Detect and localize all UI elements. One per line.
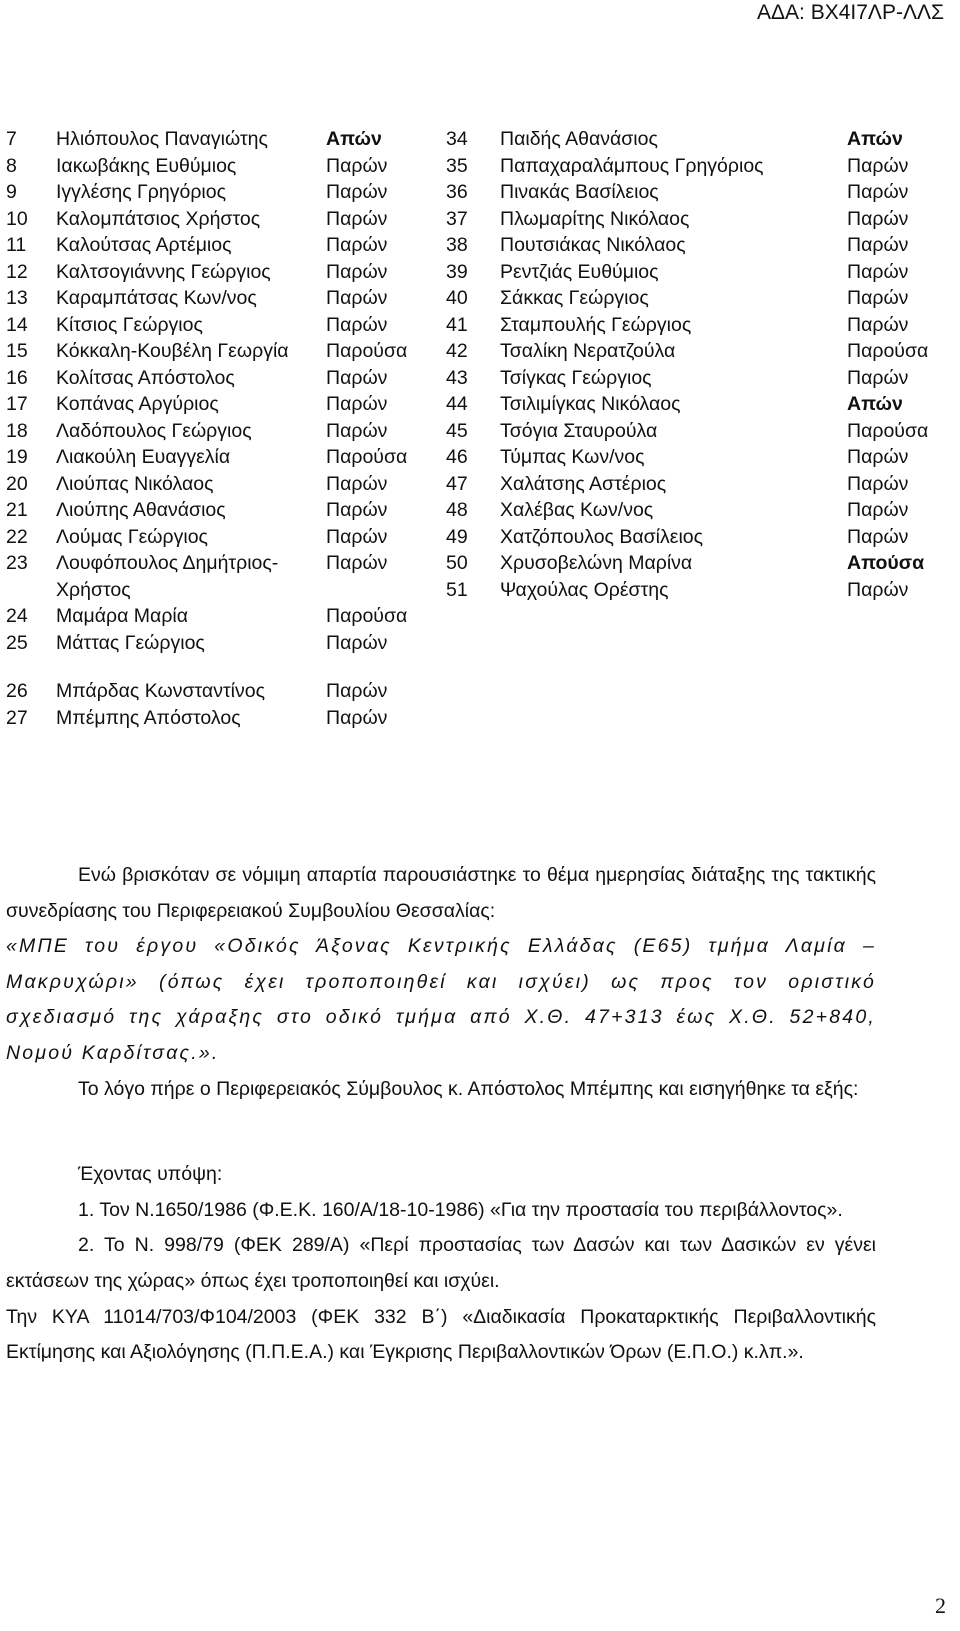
member-status: Παρών: [847, 287, 909, 309]
member-number: 51: [446, 578, 468, 601]
member-name: Λούμας Γεώργιος: [56, 525, 208, 548]
member-number: 14: [6, 313, 28, 336]
attendance-row: [0, 471, 446, 498]
speaker-paragraph: Το λόγο πήρε ο Περιφερειακός Σύμβουλος κ. Απόστολος Μπέμπης και εισηγήθηκε τα εξής:: [78, 1077, 859, 1100]
agenda-item-quote: «ΜΠΕ του έργου «Οδικός Άξονας Κεντρικής Ελλάδας (Ε65) τμήμα Λαμία – Μακρυχώρι» (όπως έχει τροποποιηθεί και ισχύει) ως προς τον οριστικό σχεδιασμό της χάραξης στο οδικό τμήμα από Χ.Θ. 47+313 έως Χ.Θ. 52+840, Νομού Καρδίτσας.».: [6, 935, 876, 1064]
member-status: Παρούσα: [326, 340, 408, 362]
member-number: 47: [446, 472, 468, 495]
member-status: Παρών: [847, 207, 909, 230]
attendance-row: [0, 524, 446, 551]
attendance-list: [0, 126, 960, 731]
attendance-row: [446, 524, 960, 551]
member-status: Παρών: [326, 419, 388, 442]
member-status: Παρών: [847, 499, 909, 521]
member-number: 22: [6, 525, 28, 548]
member-status: Παρών: [326, 207, 388, 230]
member-status: Παρών: [326, 287, 388, 309]
member-number: 18: [6, 419, 28, 442]
member-name: Μπέμπης Απόστολος: [56, 706, 241, 729]
member-number: 48: [446, 499, 468, 521]
member-number: 27: [6, 706, 28, 729]
legal-item-3: Την ΚΥΑ 11014/703/Φ104/2003 (ΦΕΚ 332 Β΄) «Διαδικασία Προκαταρκτικής Περιβαλλοντικής Εκτίμησης και Αξιολόγησης (Π.Π.Ε.Α.) και Έγκρισης Περιβαλλοντικών Όρων (Ε.Π.Ο.) κ.λπ.».: [6, 1305, 876, 1364]
member-number: 40: [446, 287, 468, 309]
attendance-column-left: [0, 126, 446, 731]
attendance-row: [446, 471, 960, 498]
member-number: 42: [446, 340, 468, 362]
member-status: Παρών: [326, 313, 388, 336]
member-name: Παπαχαραλάμπους Γρηγόριος: [500, 154, 764, 177]
member-status: Παρών: [847, 366, 909, 389]
member-name: Σάκκας Γεώργιος: [500, 287, 649, 309]
member-status: Παρών: [326, 552, 388, 574]
member-status: Παρών: [326, 154, 388, 177]
member-status: Παρούσα: [326, 446, 408, 468]
attendance-row: [446, 312, 960, 339]
member-number: 44: [446, 393, 468, 415]
member-number: 15: [6, 340, 28, 362]
member-name: Ψαχούλας Ορέστης: [500, 578, 669, 601]
member-number: 26: [6, 680, 28, 702]
member-name: Λαδόπουλος Γεώργιος: [56, 419, 252, 442]
member-number: 34: [446, 128, 468, 150]
member-status: Παρών: [326, 525, 388, 548]
member-number: 24: [6, 605, 28, 627]
attendance-row: [0, 444, 446, 471]
attendance-row: [446, 365, 960, 392]
attendance-row: [0, 630, 446, 657]
member-number: 39: [446, 260, 468, 283]
member-number: 10: [6, 207, 28, 230]
attendance-row: [0, 391, 446, 418]
attendance-row: [446, 497, 960, 524]
member-name: Χρυσοβελώνη Μαρίνα: [500, 552, 693, 574]
attendance-row: [446, 126, 960, 153]
member-name: Μαμάρα Μαρία: [56, 605, 189, 627]
member-status: Παρών: [326, 499, 388, 521]
member-name: Λιακούλη Ευαγγελία: [56, 446, 231, 468]
member-name: Ιγγλέσης Γρηγόριος: [56, 181, 226, 203]
document-protocol-number: ΑΔΑ: ΒΧ4Ι7ΛΡ-ΛΛΣ: [757, 1, 944, 24]
member-name: Κίτσιος Γεώργιος: [56, 313, 203, 336]
attendance-row: [446, 444, 960, 471]
member-name: Τσόγια Σταυρούλα: [500, 419, 658, 442]
member-name: Καλομπάτσιος Χρήστος: [56, 207, 261, 230]
member-number: 9: [6, 181, 17, 203]
member-name: Μάττας Γεώργιος: [56, 631, 205, 654]
member-status: Παρών: [326, 706, 388, 729]
member-name: Χαλέβας Κων/νος: [500, 499, 654, 521]
member-status: Παρούσα: [847, 419, 929, 442]
member-name: Παιδής Αθανάσιος: [500, 128, 658, 150]
member-name: Λουφόπουλος Δημήτριος-Χρήστος: [56, 552, 279, 601]
member-name: Σταμπουλής Γεώργιος: [500, 313, 692, 336]
member-status: Παρών: [326, 393, 388, 415]
attendance-row: [446, 259, 960, 286]
page-number: 2: [935, 1593, 946, 1618]
legal-item-2: 2. Το Ν. 998/79 (ΦΕΚ 289/Α) «Περί προστασίας των Δασών και των Δασικών εν γένει εκτάσεων της χώρας» όπως έχει τροποποιηθεί και ισχύει.: [6, 1234, 876, 1292]
attendance-row: [446, 232, 960, 259]
attendance-row: [0, 126, 446, 153]
member-number: 46: [446, 446, 468, 468]
member-number: 21: [6, 499, 28, 521]
attendance-row: [446, 179, 960, 206]
member-name: Πουτσιάκας Νικόλαος: [500, 234, 686, 256]
attendance-row: [0, 206, 446, 233]
member-status: Παρών: [847, 578, 909, 601]
attendance-row: [446, 206, 960, 233]
intro-paragraph: Ενώ βρισκόταν σε νόμιμη απαρτία παρουσιάστηκε το θέμα ημερησίας διάταξης της τακτικής συνεδρίασης του Περιφερειακού Συμβουλίου Θεσσαλίας:: [6, 864, 876, 922]
member-status: Παρών: [326, 181, 388, 203]
member-name: Κόκκαλη-Κουβέλη Γεωργία: [56, 340, 289, 362]
member-status: Παρών: [326, 260, 388, 283]
attendance-row: [446, 285, 960, 312]
member-number: 38: [446, 234, 468, 256]
member-status: Απών: [847, 393, 903, 415]
attendance-row: [0, 705, 446, 732]
member-status: Απών: [326, 128, 382, 150]
member-name: Ιακωβάκης Ευθύμιος: [56, 154, 237, 177]
member-number: 35: [446, 154, 468, 177]
attendance-row: [0, 678, 446, 705]
attendance-row: [0, 550, 446, 603]
attendance-row: [446, 577, 960, 604]
member-name: Τύμπας Κων/νος: [500, 446, 645, 468]
considering-heading: Έχοντας υπόψη:: [78, 1163, 223, 1186]
attendance-row: [0, 153, 446, 180]
member-name: Πινακάς Βασίλειος: [500, 181, 659, 203]
member-status: Παρών: [326, 366, 388, 389]
member-number: 12: [6, 260, 28, 283]
attendance-row: [0, 418, 446, 445]
attendance-row: [0, 365, 446, 392]
attendance-column-right: [446, 126, 960, 731]
member-name: Πλωμαρίτης Νικόλαος: [500, 207, 690, 230]
member-name: Καλούτσας Αρτέμιος: [56, 234, 232, 256]
attendance-row: [0, 232, 446, 259]
attendance-row: [446, 153, 960, 180]
member-number: 11: [6, 234, 27, 256]
member-name: Ρεντζιάς Ευθύμιος: [500, 260, 659, 283]
member-status: Παρούσα: [326, 605, 408, 627]
member-status: Παρών: [847, 313, 909, 336]
attendance-row: [446, 418, 960, 445]
attendance-row: [0, 179, 446, 206]
member-number: 19: [6, 446, 28, 468]
member-number: 45: [446, 419, 468, 442]
member-name: Κολίτσας Απόστολος: [56, 366, 235, 389]
member-status: Απούσα: [847, 552, 925, 574]
attendance-row: [0, 259, 446, 286]
member-number: 25: [6, 631, 28, 654]
member-status: Παρών: [847, 154, 909, 177]
member-name: Χαλάτσης Αστέριος: [500, 472, 667, 495]
member-name: Τσαλίκη Νερατζούλα: [500, 340, 676, 362]
attendance-row: [0, 603, 446, 630]
member-status: Παρών: [326, 472, 388, 495]
attendance-row: [446, 338, 960, 365]
member-name: Λιούπης Αθανάσιος: [56, 499, 226, 521]
legal-item-1: 1. Τον Ν.1650/1986 (Φ.Ε.Κ. 160/Α/18-10-1986) «Για την προστασία του περιβάλλοντος».: [78, 1198, 843, 1221]
member-status: Παρών: [847, 472, 909, 495]
member-name: Καλτσογιάννης Γεώργιος: [56, 260, 271, 283]
attendance-row: [0, 312, 446, 339]
attendance-row: [0, 285, 446, 312]
member-number: 7: [6, 128, 17, 150]
member-name: Κοπάνας Αργύριος: [56, 393, 219, 415]
member-number: 41: [446, 313, 468, 336]
member-number: 37: [446, 207, 468, 230]
member-name: Χατζόπουλος Βασίλειος: [500, 525, 704, 548]
attendance-row: [0, 338, 446, 365]
document-body: [6, 858, 876, 1371]
member-status: Παρών: [847, 525, 909, 548]
member-name: Ηλιόπουλος Παναγιώτης: [56, 128, 268, 150]
attendance-row: [446, 550, 960, 577]
member-status: Παρούσα: [847, 340, 929, 362]
member-number: 36: [446, 181, 468, 203]
member-number: 50: [446, 552, 468, 574]
member-number: 13: [6, 287, 28, 309]
member-name: Μπάρδας Κωνσταντίνος: [56, 680, 265, 702]
member-status: Παρών: [326, 680, 388, 702]
member-status: Απών: [847, 128, 903, 150]
member-number: 49: [446, 525, 468, 548]
member-name: Τσιλιμίγκας Νικόλαος: [500, 393, 681, 415]
member-status: Παρών: [847, 446, 909, 468]
attendance-row: [0, 497, 446, 524]
member-number: 43: [446, 366, 468, 389]
member-number: 16: [6, 366, 28, 389]
member-name: Λιούπας Νικόλαος: [56, 472, 214, 495]
member-number: 20: [6, 472, 28, 495]
attendance-row: [446, 391, 960, 418]
member-status: Παρών: [326, 631, 388, 654]
member-number: 17: [6, 393, 28, 415]
member-status: Παρών: [326, 234, 388, 256]
member-number: 23: [6, 552, 28, 574]
member-name: Τσίγκας Γεώργιος: [500, 366, 652, 389]
member-number: 8: [6, 154, 17, 177]
member-name: Καραμπάτσας Κων/νος: [56, 287, 257, 309]
member-status: Παρών: [847, 260, 909, 283]
member-status: Παρών: [847, 181, 909, 203]
member-status: Παρών: [847, 234, 909, 256]
